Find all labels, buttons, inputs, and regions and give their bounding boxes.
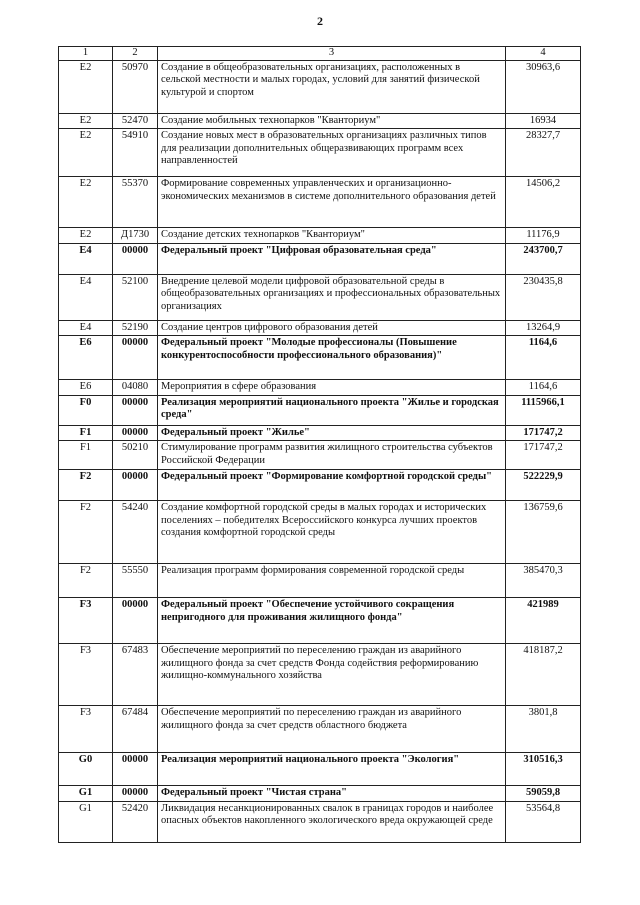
row-description: Федеральный проект "Чистая страна" [158,786,506,802]
table-row [59,564,581,598]
table-row [59,644,581,706]
table-row [59,786,581,802]
row-description: Создание центров цифрового образования детей [158,320,506,336]
row-subcode: 52190 [113,320,158,336]
table-row [59,801,581,842]
row-subcode: 50970 [113,60,158,113]
row-code: E2 [59,228,113,244]
row-amount: 136759,6 [506,501,581,564]
row-subcode: 00000 [113,243,158,274]
row-description: Формирование современных управленческих и организационно-экономических механизмов в системе дополнительного образования детей [158,177,506,228]
column-header-2: 2 [113,47,158,61]
table-row [59,425,581,441]
table-row [59,113,581,129]
row-code: G1 [59,801,113,842]
row-description: Федеральный проект "Цифровая образовательная среда" [158,243,506,274]
column-header-3: 3 [158,47,506,61]
row-description: Реализация программ формирования современной городской среды [158,564,506,598]
row-code: F1 [59,425,113,441]
row-description: Федеральный проект "Формирование комфортной городской среды" [158,470,506,501]
row-code: E6 [59,380,113,396]
row-amount: 1115966,1 [506,395,581,425]
row-description: Мероприятия в сфере образования [158,380,506,396]
row-code: F2 [59,501,113,564]
table-row [59,395,581,425]
table-body [59,47,581,843]
row-code: E2 [59,177,113,228]
row-description: Создание новых мест в образовательных организациях различных типов для реализации дополнительных общеразвивающих программ всех направленностей [158,129,506,177]
row-code: F0 [59,395,113,425]
row-amount: 1164,6 [506,336,581,380]
row-code: F3 [59,644,113,706]
row-description: Федеральный проект "Жилье" [158,425,506,441]
table-row [59,470,581,501]
row-amount: 522229,9 [506,470,581,501]
row-subcode: 54240 [113,501,158,564]
row-description: Стимулирование программ развития жилищного строительства субъектов Российской Федерации [158,441,506,470]
row-code: F3 [59,706,113,753]
row-description: Реализация мероприятий национального проекта "Экология" [158,753,506,786]
row-code: F2 [59,564,113,598]
row-amount: 13264,9 [506,320,581,336]
row-amount: 1164,6 [506,380,581,396]
row-code: F1 [59,441,113,470]
row-description: Создание детских технопарков "Кванториум" [158,228,506,244]
row-description: Ликвидация несанкционированных свалок в границах городов и наиболее опасных объектов накопленного экологического вреда окружающей среде [158,801,506,842]
row-amount: 53564,8 [506,801,581,842]
row-description: Федеральный проект "Обеспечение устойчивого сокращения непригодного для проживания жилищного фонда" [158,598,506,644]
row-code: G0 [59,753,113,786]
row-description: Создание комфортной городской среды в малых городах и исторических поселениях – победителях Всероссийского конкурса лучших проектов создания комфортной городской среды [158,501,506,564]
table-row [59,501,581,564]
row-subcode: 52100 [113,274,158,320]
row-description: Внедрение целевой модели цифровой образовательной среды в общеобразовательных организациях и профессиональных образовательных организациях [158,274,506,320]
table-row [59,320,581,336]
column-header-1: 1 [59,47,113,61]
row-subcode: 00000 [113,395,158,425]
row-code: E2 [59,60,113,113]
table-row [59,228,581,244]
row-subcode: Д1730 [113,228,158,244]
row-subcode: 54910 [113,129,158,177]
row-subcode: 00000 [113,786,158,802]
row-amount: 16934 [506,113,581,129]
row-code: E6 [59,336,113,380]
row-description: Федеральный проект "Молодые профессионалы (Повышение конкурентоспособности профессионального образования)" [158,336,506,380]
row-amount: 243700,7 [506,243,581,274]
row-amount: 421989 [506,598,581,644]
table-row [59,598,581,644]
row-code: E4 [59,274,113,320]
row-amount: 30963,6 [506,60,581,113]
table-row [59,129,581,177]
table-row [59,177,581,228]
row-amount: 171747,2 [506,425,581,441]
page-number: 2 [317,14,323,28]
row-subcode: 67484 [113,706,158,753]
row-code: G1 [59,786,113,802]
row-amount: 385470,3 [506,564,581,598]
table-row [59,441,581,470]
row-description: Обеспечение мероприятий по переселению граждан из аварийного жилищного фонда за счет средств областного бюджета [158,706,506,753]
row-subcode: 50210 [113,441,158,470]
row-amount: 418187,2 [506,644,581,706]
row-subcode: 67483 [113,644,158,706]
table-row [59,60,581,113]
row-amount: 59059,8 [506,786,581,802]
row-amount: 28327,7 [506,129,581,177]
column-header-4: 4 [506,47,581,61]
row-code: F2 [59,470,113,501]
row-code: E2 [59,113,113,129]
row-amount: 171747,2 [506,441,581,470]
row-subcode: 52420 [113,801,158,842]
table-row [59,243,581,274]
row-code: E4 [59,320,113,336]
row-subcode: 52470 [113,113,158,129]
row-subcode: 04080 [113,380,158,396]
budget-table [58,46,581,843]
row-code: F3 [59,598,113,644]
table-row [59,336,581,380]
row-subcode: 00000 [113,425,158,441]
row-amount: 11176,9 [506,228,581,244]
row-subcode: 00000 [113,336,158,380]
table-header-row [59,47,581,61]
table-row [59,706,581,753]
row-subcode: 55370 [113,177,158,228]
table-row [59,753,581,786]
row-amount: 14506,2 [506,177,581,228]
row-subcode: 00000 [113,470,158,501]
row-subcode: 00000 [113,753,158,786]
row-code: E2 [59,129,113,177]
row-subcode: 55550 [113,564,158,598]
row-description: Реализация мероприятий национального проекта "Жилье и городская среда" [158,395,506,425]
row-subcode: 00000 [113,598,158,644]
row-amount: 230435,8 [506,274,581,320]
row-code: E4 [59,243,113,274]
row-description: Создание в общеобразовательных организациях, расположенных в сельской местности и малых городах, условий для занятий физической культурой и спортом [158,60,506,113]
row-amount: 310516,3 [506,753,581,786]
table-row [59,274,581,320]
row-description: Обеспечение мероприятий по переселению граждан из аварийного жилищного фонда за счет средств Фонда содействия реформированию жилищно-коммунального хозяйства [158,644,506,706]
table-row [59,380,581,396]
row-amount: 3801,8 [506,706,581,753]
row-description: Создание мобильных технопарков "Кванториум" [158,113,506,129]
